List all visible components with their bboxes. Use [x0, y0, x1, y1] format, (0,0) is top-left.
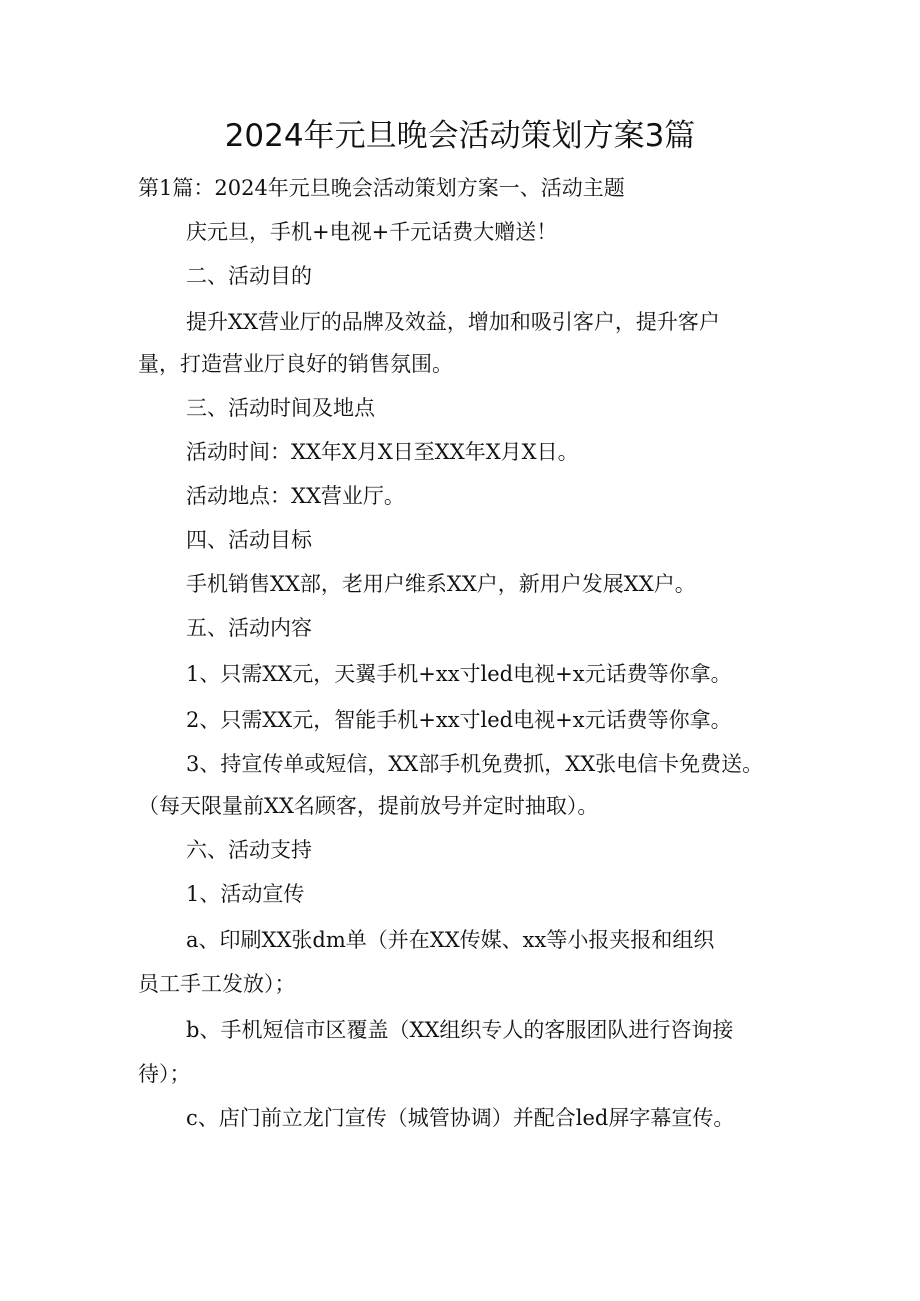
- document-title: 2024年元旦晚会活动策划方案3篇: [224, 118, 696, 154]
- heading-time-place: 三、活动时间及地点: [186, 396, 375, 420]
- theme-text: 庆元旦，手机+电视+千元话费大赠送！: [186, 220, 558, 244]
- support-a-line-2: 员工手工发放）；: [138, 972, 296, 996]
- support-b-line-1: b、手机短信市区覆盖（XX组织专人的客服团队进行咨询接: [186, 1018, 734, 1042]
- content-item-1: 1、只需XX元，天翼手机+xx寸led电视+x元话费等你拿。: [186, 662, 732, 686]
- content-item-3-line-2: （每天限量前XX名顾客，提前放号并定时抽取）。: [138, 794, 599, 818]
- support-b-line-2: 待）；: [138, 1062, 191, 1086]
- activity-time-text: 活动时间：XX年X月X日至XX年X月X日。: [186, 440, 579, 464]
- support-c-text: c、店门前立龙门宣传（城管协调）并配合led屏字幕宣传。: [186, 1106, 735, 1130]
- heading-chapter-1: 第1篇：2024年元旦晚会活动策划方案一、活动主题: [138, 176, 625, 200]
- content-item-3-line-1: 3、持宣传单或短信，XX部手机免费抓，XX张电信卡免费送。: [186, 752, 764, 776]
- purpose-text-line-1: 提升XX营业厅的品牌及效益，增加和吸引客户，提升客户: [186, 310, 720, 334]
- support-item-1: 1、活动宣传: [186, 882, 305, 906]
- purpose-text-line-2: 量，打造营业厅良好的销售氛围。: [138, 352, 453, 376]
- heading-purpose: 二、活动目的: [186, 264, 312, 288]
- support-a-line-1: a、印刷XX张dm单（并在XX传媒、xx等小报夹报和组织: [186, 928, 715, 952]
- goals-text: 手机销售XX部，老用户维系XX户，新用户发展XX户。: [186, 572, 696, 596]
- heading-content: 五、活动内容: [186, 616, 312, 640]
- content-item-2: 2、只需XX元，智能手机+xx寸led电视+x元话费等你拿。: [186, 708, 732, 732]
- heading-goals: 四、活动目标: [186, 528, 312, 552]
- heading-support: 六、活动支持: [186, 838, 312, 862]
- activity-place-text: 活动地点：XX营业厅。: [186, 484, 405, 508]
